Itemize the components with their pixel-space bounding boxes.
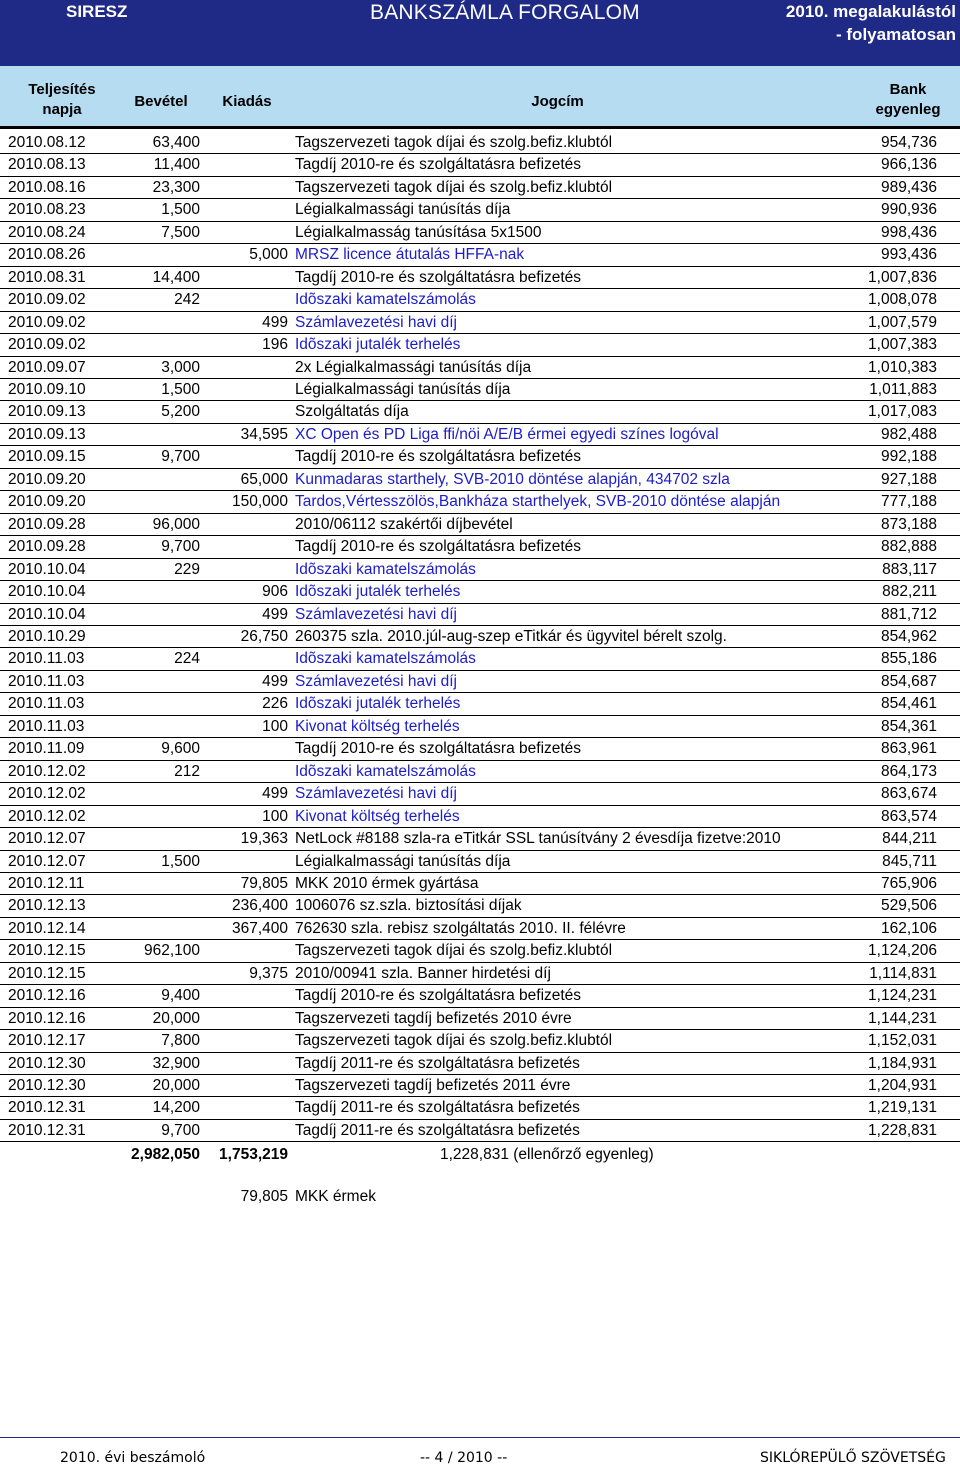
row-balance: 989,436 [880,178,937,196]
row-balance: 529,506 [880,897,937,915]
row-jogcim: Szolgáltatás díja [295,403,409,421]
row-balance: 863,574 [880,807,937,825]
table-row [0,851,960,873]
row-jogcim: Kivonat költség terhelés [295,717,460,735]
row-jogcim: Tagdíj 2011-re és szolgáltatásra befizetés [295,1099,580,1117]
row-jogcim: Tagszervezeti tagok díjai és szolg.befiz.klubtól [295,134,613,151]
row-jogcim: Idõszaki jutalék terhelés [295,695,461,713]
row-balance: 864,173 [880,762,937,780]
table-row [0,738,960,760]
table-row [0,334,960,356]
row-jogcim: Számlavezetési havi díj [295,785,457,803]
total-bevetel: 2,982,050 [131,1146,200,1163]
table-row [0,289,960,311]
row-date: 2010.09.02 [8,291,86,309]
row-kiadas: 906 [262,583,288,601]
row-balance: 954,736 [880,134,937,151]
table-row [0,154,960,176]
header-date-line-1: Teljesítés [28,81,96,98]
header-kiadas: Kiadás [222,93,272,110]
row-jogcim: Idõszaki kamatelszámolás [295,560,476,578]
row-jogcim: Számlavezetési havi díj [295,672,457,690]
table-row [0,895,960,917]
row-balance: 854,361 [880,717,937,735]
row-jogcim: Tagdíj 2010-re és szolgáltatásra befizetés [295,268,582,286]
table-row [0,1075,960,1097]
row-jogcim: Tardos,Vértesszölös,Bankháza starthelyek, SVB-2010 döntése alapján [295,493,781,511]
row-jogcim: 2x Légialkalmassági tanúsítás díja [295,358,532,376]
row-balance: 882,888 [880,538,937,556]
row-balance: 998,436 [880,223,937,241]
row-jogcim: Kunmadaras starthely, SVB-2010 döntése alapján, 434702 szla [295,470,730,488]
row-kiadas: 367,400 [231,919,288,937]
row-bevetel: 212 [174,762,200,780]
row-date: 2010.09.28 [8,538,86,556]
row-date: 2010.08.13 [8,156,86,174]
transaction-table [0,132,960,1142]
row-balance: 966,136 [880,156,937,174]
row-balance: 873,188 [880,515,937,533]
row-balance: 992,188 [880,448,937,466]
row-kiadas: 9,375 [249,964,288,982]
row-balance: 1,017,083 [868,403,937,421]
table-row [0,604,960,626]
row-kiadas: 196 [262,336,288,354]
row-date: 2010.09.02 [8,313,86,331]
row-jogcim: Tagdíj 2010-re és szolgáltatásra befizetés [295,740,582,758]
row-bevetel: 224 [174,650,200,668]
row-date: 2010.12.16 [8,987,86,1005]
table-row [0,177,960,199]
header-date-line-2: napja [42,101,82,118]
row-jogcim: Légialkalmasság tanúsítása 5x1500 [295,223,542,241]
table-row [0,783,960,805]
row-balance: 765,906 [880,874,937,892]
table-row [0,581,960,603]
row-balance: 927,188 [880,470,937,488]
row-kiadas: 34,595 [240,425,288,443]
row-bevetel: 23,300 [152,178,200,196]
table-row [0,828,960,850]
mkk-value: 79,805 [240,1188,288,1205]
row-date: 2010.08.31 [8,268,86,286]
row-balance: 1,144,231 [868,1009,937,1027]
footer-right: SIKLÓREPÜLŐ SZÖVETSÉG [760,1450,946,1466]
row-bevetel: 9,700 [161,1121,200,1139]
row-balance: 162,106 [880,919,937,937]
table-row [0,761,960,783]
table-row [0,1030,960,1052]
row-date: 2010.12.31 [8,1121,86,1139]
table-row [0,559,960,581]
total-kiadas: 1,753,219 [219,1146,288,1163]
table-row [0,469,960,491]
table-row [0,963,960,985]
row-jogcim: Tagdíj 2011-re és szolgáltatásra befizetés [295,1121,580,1139]
row-date: 2010.12.13 [8,897,86,915]
table-row [0,716,960,738]
row-date: 2010.09.28 [8,515,86,533]
row-bevetel: 9,700 [161,448,200,466]
row-kiadas: 499 [262,313,288,331]
row-kiadas: 26,750 [240,627,288,645]
table-row [0,1097,960,1119]
row-balance: 1,011,883 [869,380,937,398]
row-jogcim: Légialkalmassági tanúsítás díja [295,852,511,870]
header-date [14,80,110,120]
row-balance: 844,211 [882,830,937,848]
table-row [0,536,960,558]
row-date: 2010.12.31 [8,1099,86,1117]
row-jogcim: Kivonat költség terhelés [295,807,460,825]
period-line-1: 2010. megalakulástól [785,2,956,21]
row-balance: 882,211 [882,583,937,601]
row-bevetel: 1,500 [161,852,200,870]
row-bevetel: 242 [174,291,200,309]
row-jogcim: NetLock #8188 szla-ra eTitkár SSL tanúsítvány 2 évesdíja fizetve:2010 [295,830,781,848]
row-balance: 990,936 [880,201,937,219]
row-balance: 1,184,931 [868,1054,937,1072]
row-jogcim: Tagszervezeti tagok díjai és szolg.befiz.klubtól [295,942,613,960]
row-balance: 993,436 [880,246,937,264]
row-date: 2010.09.13 [8,425,86,443]
row-date: 2010.11.09 [8,740,85,758]
table-row [0,693,960,715]
row-bevetel: 96,000 [152,515,200,533]
row-bevetel: 63,400 [152,134,200,151]
row-balance: 854,962 [880,627,937,645]
row-jogcim: Tagszervezeti tagok díjai és szolg.befiz.klubtól [295,1032,613,1050]
row-balance: 1,124,231 [868,987,937,1005]
row-kiadas: 100 [262,717,288,735]
row-bevetel: 1,500 [161,201,200,219]
table-row [0,514,960,536]
row-bevetel: 1,500 [161,380,200,398]
period-label [786,0,956,46]
row-jogcim: Számlavezetési havi díj [295,605,457,623]
row-bevetel: 962,100 [143,942,200,960]
row-balance: 982,488 [880,425,937,443]
row-date: 2010.12.11 [8,874,85,892]
row-jogcim: Tagdíj 2010-re és szolgáltatásra befizetés [295,156,582,174]
row-bevetel: 9,700 [161,538,200,556]
row-date: 2010.09.02 [8,336,86,354]
row-date: 2010.08.12 [8,134,86,151]
header-balance-line-2: egyenleg [875,101,941,118]
row-date: 2010.09.20 [8,470,86,488]
mkk-label: MKK érmek [295,1188,376,1205]
row-date: 2010.08.24 [8,223,86,241]
row-kiadas: 226 [262,695,288,713]
table-row [0,671,960,693]
row-date: 2010.08.26 [8,246,86,264]
table-row [0,401,960,423]
row-bevetel: 3,000 [161,358,200,376]
row-bevetel: 14,200 [152,1099,200,1117]
row-balance: 1,007,836 [868,268,937,286]
row-jogcim: Idõszaki jutalék terhelés [295,583,461,601]
control-balance: 1,228,831 (ellenőrző egyenleg) [440,1146,654,1163]
row-date: 2010.08.16 [8,178,86,196]
org-name: SIRESZ [66,2,128,21]
row-date: 2010.11.03 [8,717,85,735]
row-jogcim: 1006076 sz.szla. biztosítási díjak [295,897,522,915]
row-jogcim: 2010/00941 szla. Banner hirdetési díj [295,964,551,982]
table-row [0,379,960,401]
row-jogcim: Idõszaki kamatelszámolás [295,650,476,668]
table-row [0,357,960,379]
table-row [0,267,960,289]
row-date: 2010.12.02 [8,807,86,825]
row-jogcim: Légialkalmassági tanúsítás díja [295,380,511,398]
footer-left: 2010. évi beszámoló [60,1450,206,1466]
row-date: 2010.12.15 [8,942,86,960]
table-row [0,491,960,513]
row-bevetel: 32,900 [152,1054,200,1072]
row-kiadas: 100 [262,807,288,825]
table-row [0,446,960,468]
row-balance: 863,961 [880,740,937,758]
row-date: 2010.10.04 [8,605,86,623]
page-title: BANKSZÁMLA FORGALOM [370,1,640,24]
row-jogcim: XC Open és PD Liga ffi/nöi A/E/B érmei egyedi színes logóval [295,425,719,443]
row-kiadas: 236,400 [231,897,288,915]
row-date: 2010.12.07 [8,852,86,870]
row-bevetel: 5,200 [161,403,200,421]
row-kiadas: 499 [262,672,288,690]
row-date: 2010.12.30 [8,1077,86,1095]
table-row [0,199,960,221]
row-jogcim: Tagdíj 2010-re és szolgáltatásra befizetés [295,987,582,1005]
row-jogcim: Idõszaki kamatelszámolás [295,291,476,309]
row-balance: 854,461 [880,695,937,713]
header-bevetel: Bevétel [134,93,188,110]
table-row [0,312,960,334]
row-jogcim: MRSZ licence átutalás HFFA-nak [295,246,525,264]
row-date: 2010.12.16 [8,1009,86,1027]
row-bevetel: 11,400 [153,156,200,174]
row-balance: 1,152,031 [868,1032,937,1050]
row-date: 2010.09.13 [8,403,86,421]
row-balance: 1,219,131 [868,1099,937,1117]
row-jogcim: Számlavezetési havi díj [295,313,457,331]
row-balance: 1,124,206 [868,942,937,960]
row-date: 2010.12.07 [8,830,86,848]
row-kiadas: 499 [262,605,288,623]
row-balance: 1,007,383 [868,336,937,354]
row-date: 2010.10.29 [8,627,86,645]
row-kiadas: 79,805 [240,874,288,892]
row-balance: 777,188 [880,493,937,511]
row-kiadas: 150,000 [231,493,288,511]
row-balance: 881,712 [880,605,937,623]
row-jogcim: 260375 szla. 2010.júl-aug-szep eTitkár és ügyvitel bérelt szolg. [295,627,727,645]
table-row [0,132,960,154]
row-balance: 883,117 [882,560,937,578]
row-date: 2010.11.03 [8,695,85,713]
row-date: 2010.09.20 [8,493,86,511]
row-date: 2010.12.17 [8,1032,86,1050]
row-balance: 1,114,831 [869,964,937,982]
header-balance [860,80,956,120]
table-row [0,1120,960,1142]
row-jogcim: Tagszervezeti tagdíj befizetés 2011 évre [295,1077,571,1095]
row-date: 2010.12.30 [8,1054,86,1072]
row-balance: 863,674 [880,785,937,803]
row-date: 2010.09.15 [8,448,86,466]
table-row [0,873,960,895]
row-balance: 855,186 [880,650,937,668]
table-row [0,244,960,266]
table-row [0,626,960,648]
row-date: 2010.09.10 [8,380,86,398]
row-jogcim: 762630 szla. rebisz szolgáltatás 2010. II. félévre [295,919,626,937]
row-date: 2010.12.14 [8,919,86,937]
row-balance: 845,711 [882,852,937,870]
top-banner [0,0,960,66]
table-row [0,985,960,1007]
row-kiadas: 5,000 [249,246,288,264]
table-row [0,424,960,446]
row-date: 2010.10.04 [8,583,86,601]
row-jogcim: Tagszervezeti tagok díjai és szolg.befiz.klubtól [295,178,613,196]
table-row [0,1008,960,1030]
row-bevetel: 7,500 [161,223,200,241]
row-jogcim: Légialkalmassági tanúsítás díja [295,201,511,219]
row-jogcim: 2010/06112 szakértői díjbevétel [295,515,513,533]
row-date: 2010.11.03 [8,650,85,668]
row-bevetel: 14,400 [152,268,200,286]
row-balance: 1,010,383 [868,358,937,376]
table-row [0,918,960,940]
row-date: 2010.09.07 [8,358,86,376]
row-balance: 1,204,931 [868,1077,937,1095]
row-kiadas: 499 [262,785,288,803]
footer-divider [0,1437,960,1438]
row-jogcim: Tagdíj 2011-re és szolgáltatásra befizetés [295,1054,580,1072]
row-date: 2010.11.03 [8,672,85,690]
table-row [0,806,960,828]
row-kiadas: 19,363 [240,830,288,848]
row-jogcim: Idõszaki kamatelszámolás [295,762,476,780]
row-kiadas: 65,000 [240,470,288,488]
row-balance: 1,008,078 [868,291,937,309]
row-bevetel: 20,000 [152,1009,200,1027]
row-date: 2010.08.23 [8,201,86,219]
row-bevetel: 7,800 [161,1032,200,1050]
row-bevetel: 20,000 [152,1077,200,1095]
row-jogcim: Tagdíj 2010-re és szolgáltatásra befizetés [295,538,582,556]
header-balance-line-1: Bank [889,81,927,98]
row-jogcim: Idõszaki jutalék terhelés [295,336,461,354]
row-date: 2010.10.04 [8,560,86,578]
table-row [0,940,960,962]
row-balance: 1,007,579 [868,313,937,331]
row-date: 2010.12.15 [8,964,86,982]
row-bevetel: 9,400 [161,987,200,1005]
header-jogcim: Jogcím [531,93,584,110]
footer-page-number: -- 4 / 2010 -- [420,1450,508,1466]
table-row [0,648,960,670]
row-jogcim: MKK 2010 érmek gyártása [295,874,479,892]
row-jogcim: Tagdíj 2010-re és szolgáltatásra befizetés [295,448,582,466]
row-bevetel: 9,600 [161,740,200,758]
row-balance: 854,687 [880,672,937,690]
table-header [0,66,960,129]
table-row [0,1053,960,1075]
row-date: 2010.12.02 [8,762,86,780]
row-jogcim: Tagszervezeti tagdíj befizetés 2010 évre [295,1009,572,1027]
row-bevetel: 229 [174,560,200,578]
table-row [0,222,960,244]
period-line-2: - folyamatosan [836,25,956,44]
row-balance: 1,228,831 [868,1121,937,1139]
row-date: 2010.12.02 [8,785,86,803]
